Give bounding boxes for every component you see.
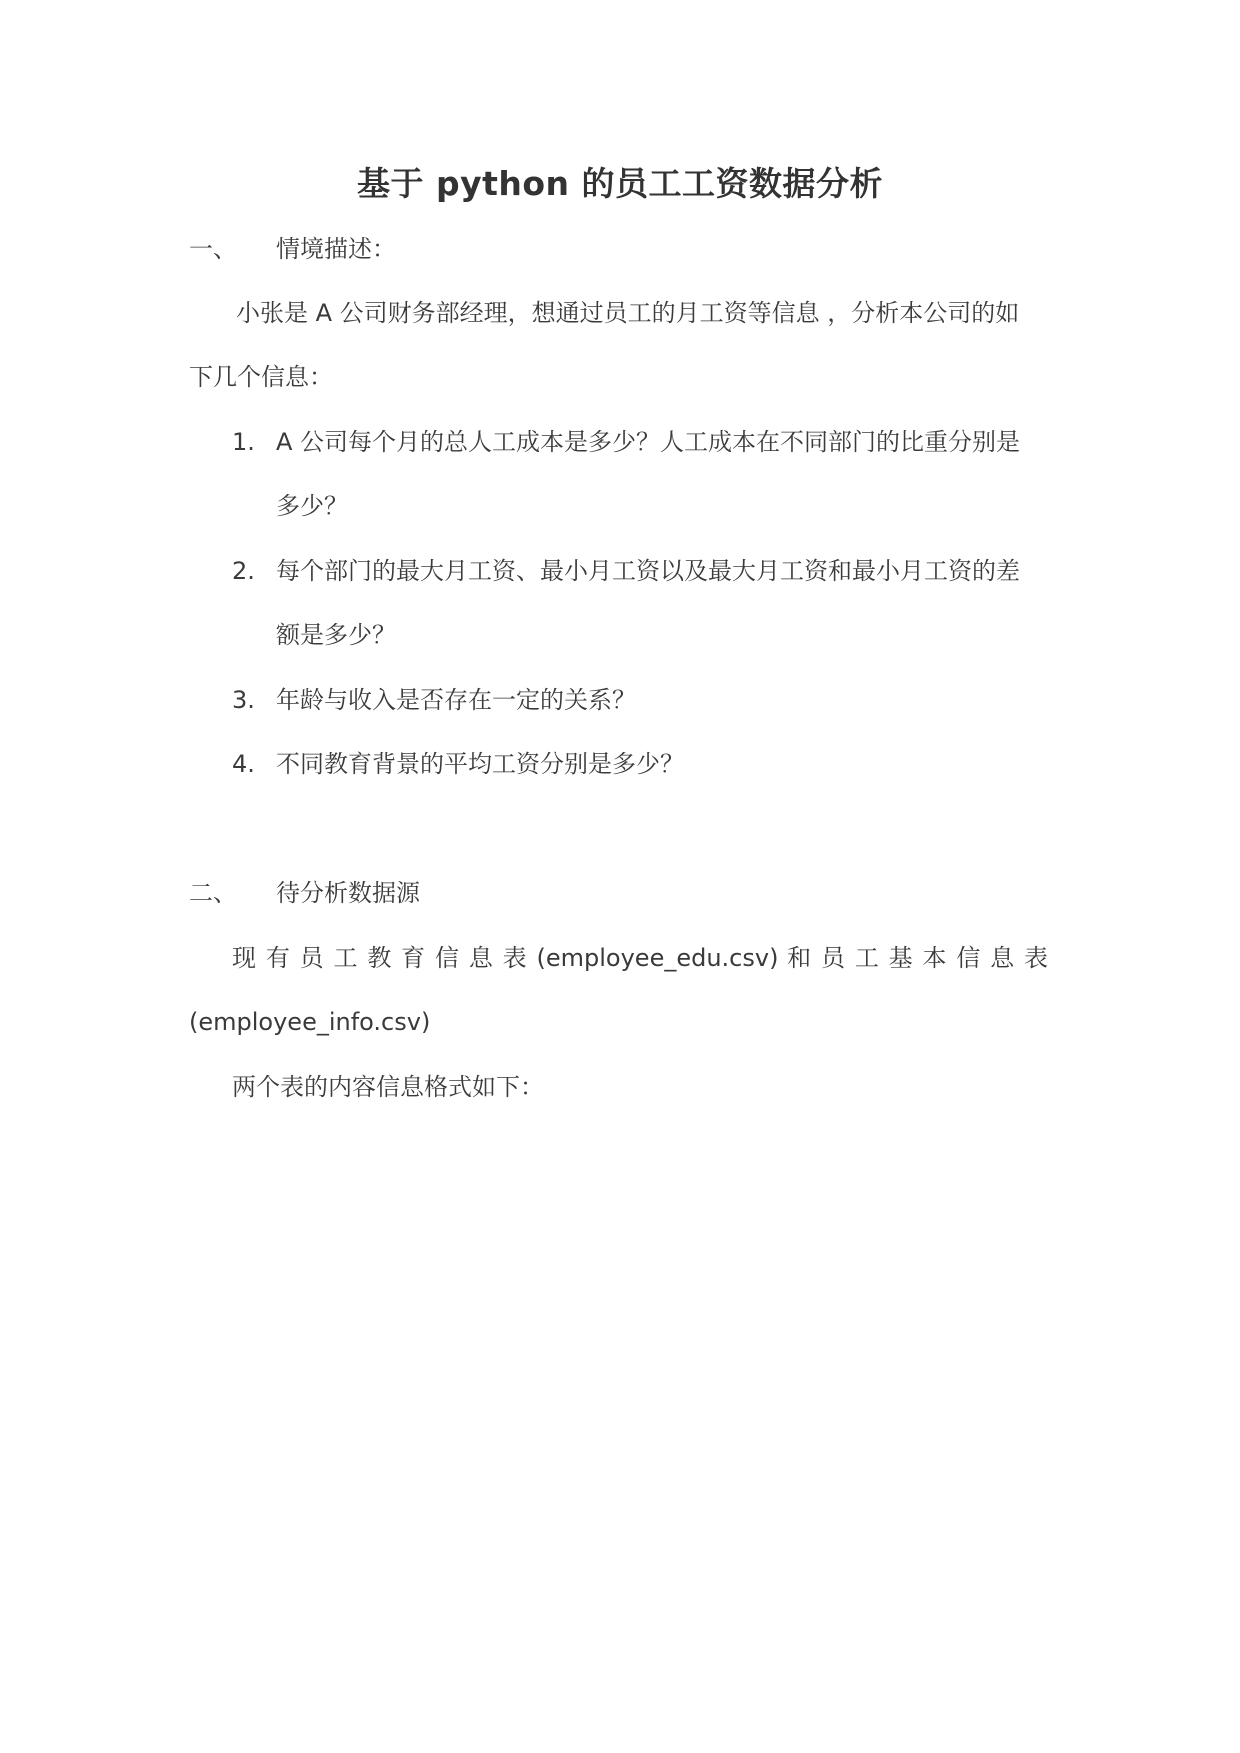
list-marker-1: 1. — [232, 428, 255, 456]
list-item-2-continuation: 额是多少？ — [276, 621, 396, 649]
list-item-1-continuation: 多少？ — [276, 492, 348, 520]
intro-line-1: 小张是 A 公司财务部经理，想通过员工的月工资等信息 ，分析本公司的如 — [236, 299, 1020, 327]
list-marker-4: 4. — [232, 750, 255, 778]
list-item-3 — [232, 683, 636, 717]
list-marker-3: 3. — [232, 686, 255, 714]
list-marker-2: 2. — [232, 557, 255, 585]
list-item-3-text: 年龄与收入是否存在一定的关系？ — [276, 686, 636, 714]
section-1-number: 一、 — [189, 235, 237, 263]
list-item-1 — [232, 425, 1020, 459]
data-source-line-2: (employee_info.csv) — [189, 1008, 431, 1036]
list-item-2-text: 每个部门的最大月工资、最小月工资以及最大月工资和最小月工资的差 — [276, 557, 1020, 585]
list-item-1-text: A 公司每个月的总人工成本是多少？人工成本在不同部门的比重分别是 — [276, 428, 1021, 456]
section-2-heading — [189, 876, 420, 910]
list-item-4 — [232, 747, 684, 781]
data-source-line-1: 现 有 员 工 教 育 信 息 表 (employee_edu.csv) 和 员 工 基 本 信 息 表 — [232, 944, 1048, 972]
section-2-title: 待分析数据源 — [276, 879, 420, 907]
section-1-title: 情境描述： — [276, 235, 396, 263]
list-item-2 — [232, 554, 1020, 588]
intro-line-2: 下几个信息： — [189, 363, 333, 391]
document-title: 基于 python 的员工工资数据分析 — [356, 164, 884, 203]
list-item-4-text: 不同教育背景的平均工资分别是多少？ — [276, 750, 684, 778]
table-format-intro: 两个表的内容信息格式如下： — [232, 1073, 544, 1101]
section-1-heading — [189, 232, 396, 266]
section-2-number: 二、 — [189, 879, 237, 907]
